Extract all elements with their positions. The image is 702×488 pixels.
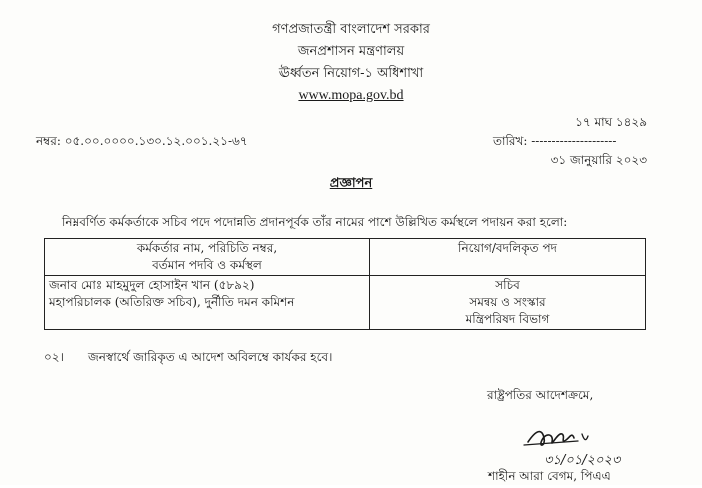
signature-image: [508, 420, 638, 470]
date-bangla: ১৭ মাঘ ১৪২৯: [575, 115, 647, 129]
table-header-officer-line2: বর্তমান পদবি ও কর্মস্থল: [152, 258, 262, 272]
post-title: সচিব: [495, 278, 520, 292]
signature-date: ৩১/০১/২০২৩: [544, 453, 621, 468]
letterhead-ministry: জনপ্রশাসন মন্ত্রণালয়: [297, 44, 405, 59]
officer-name: জনাব মোঃ মাহমুদুল হোসাইন খান (৫৮৯২): [49, 278, 255, 292]
post-wing: সমন্বয় ও সংস্কার: [469, 295, 546, 309]
document-title: প্রজ্ঞাপন: [329, 176, 373, 191]
table-header-post: নিয়োগ/বদলিকৃত পদ: [370, 239, 646, 276]
intro-paragraph: নিম্নবর্ণিত কর্মকর্তাকে সচিব পদে পদোন্নতি প্রদানপূর্বক তাঁর নামের পাশে উল্লিখিত কর্মস্থলে পদায়ন করা হলো:: [62, 215, 568, 229]
paragraph-text: জনস্বার্থে জারিকৃত এ আদেশ অবিলম্বে কার্যকর হবে।: [88, 350, 333, 364]
signer-name: শাহীন আরা বেগম, পিএএ: [488, 469, 611, 483]
posting-table: [44, 238, 646, 330]
date-english: ৩১ জানুয়ারি ২০২৩: [550, 153, 647, 167]
date-label: তারিখ: ---------------------: [493, 134, 617, 148]
table-header-officer: [45, 239, 370, 276]
paragraph-number: ০২।: [44, 350, 64, 364]
table-header-officer-line1: কর্মকর্তার নাম, পরিচিতি নম্বর,: [136, 241, 278, 255]
letterhead-wing: ঊর্ধ্বতন নিয়োগ-১ অধিশাখা: [278, 66, 424, 81]
post-division: মন্ত্রিপরিষদ বিভাগ: [465, 312, 550, 326]
post-cell: [370, 276, 646, 330]
order-by-president: রাষ্ট্রপতির আদেশক্রমে,: [487, 388, 594, 402]
memo-number: নম্বর: ০৫.০০.০০০০.১৩০.১২.০০১.২১-৬৭: [36, 134, 248, 148]
table-row: [45, 276, 646, 330]
officer-cell: [45, 276, 370, 330]
letterhead-website-link[interactable]: www.mopa.gov.bd: [298, 88, 404, 103]
letterhead-government: গণপ্রজাতন্ত্রী বাংলাদেশ সরকার: [272, 22, 430, 37]
officer-designation: মহাপরিচালক (অতিরিক্ত সচিব), দুর্নীতি দমন কমিশন: [49, 295, 295, 309]
table-header-row: [45, 239, 646, 276]
